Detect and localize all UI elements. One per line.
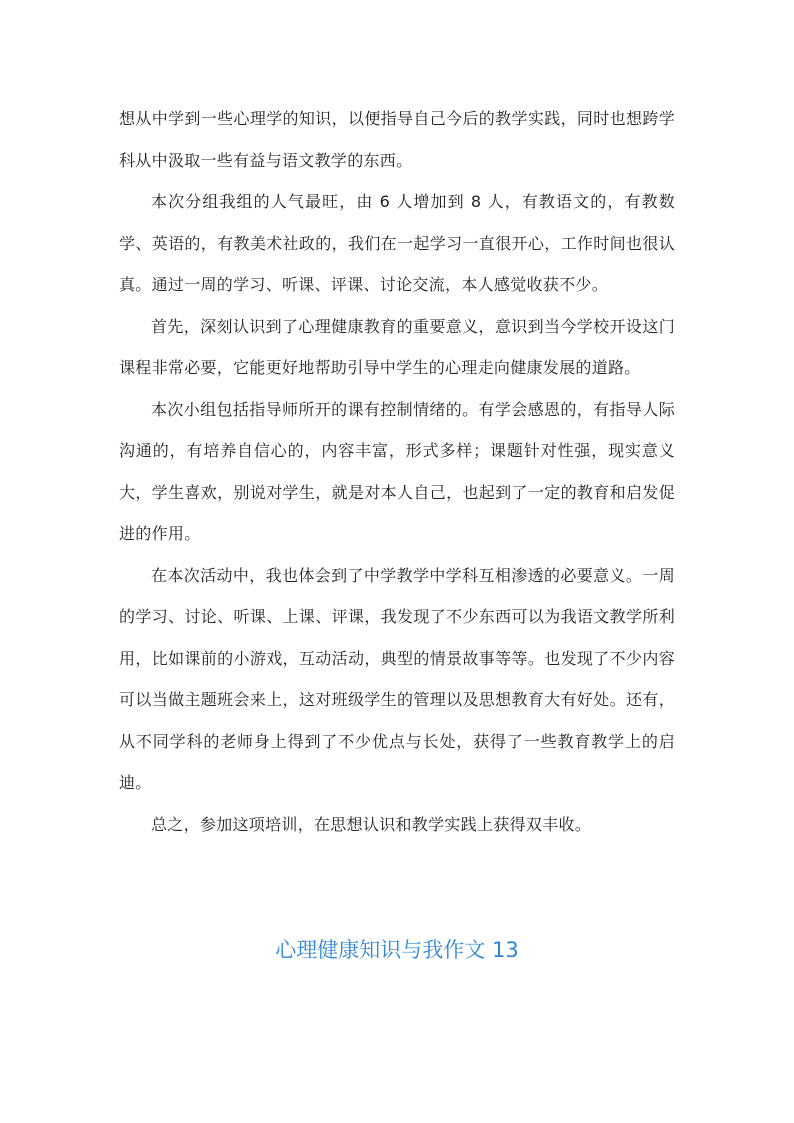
document-body <box>119 98 675 845</box>
paragraph-2: 本次分组我组的人气最旺，由 6 人增加到 8 人，有教语文的，有教数学、英语的，有教美术社政的，我们在一起学习一直很开心，工作时间也很认真。通过一周的学习、听课、评课、讨论交流，本人感觉收获不少。 <box>119 192 675 294</box>
paragraph-5: 在本次活动中，我也体会到了中学教学中学科互相渗透的必要意义。一周的学习、讨论、听课、上课、评课，我发现了不少东西可以为我语文教学所利用，比如课前的小游戏，互动活动，典型的情景故事等等。也发现了不少内容可以当做主题班会来上，这对班级学生的管理以及思想教育大有好处。还有，从不同学科的老师身上得到了不少优点与长处，获得了一些教育教学上的启迪。 <box>119 565 675 792</box>
paragraph-4: 本次小组包括指导师所开的课有控制情绪的。有学会感恩的，有指导人际沟通的，有培养自信心的，内容丰富，形式多样；课题针对性强，现实意义大，学生喜欢，别说对学生，就是对本人自己，也起到了一定的教育和启发促进的作用。 <box>119 399 675 543</box>
paragraph-6: 总之，参加这项培训，在思想认识和教学实践上获得双丰收。 <box>151 814 592 834</box>
paragraph-3: 首先，深刻认识到了心理健康教育的重要意义，意识到当今学校开设这门课程非常必要，它能更好地帮助引导中学生的心理走向健康发展的道路。 <box>119 316 675 377</box>
section-heading: 心理健康知识与我作文 13 <box>275 938 519 962</box>
paragraph-1: 想从中学到一些心理学的知识，以便指导自己今后的教学实践，同时也想跨学科从中汲取一些有益与语文教学的东西。 <box>119 109 675 170</box>
